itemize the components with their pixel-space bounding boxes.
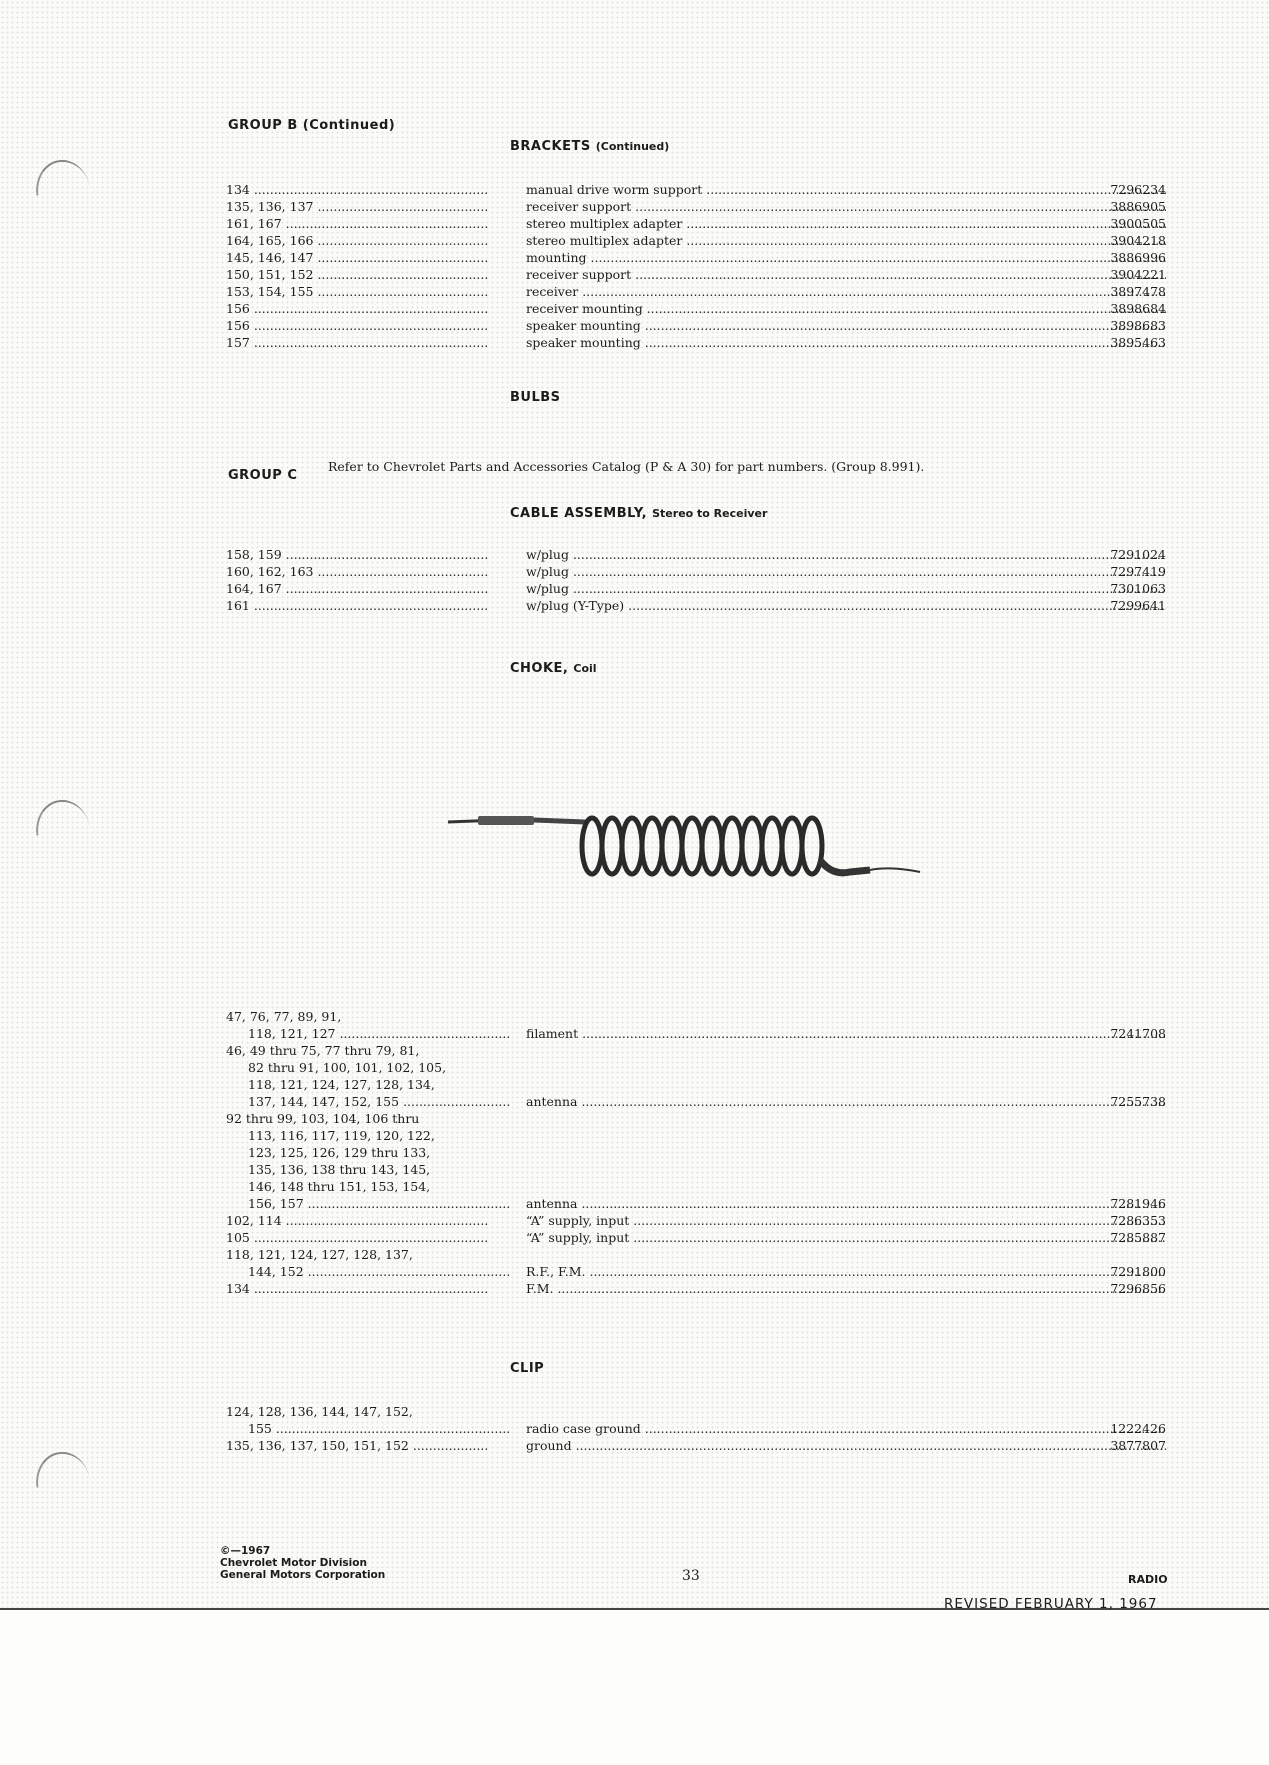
part-number: 7285887 [1110,1230,1166,1245]
part-row-ref-continuation [226,1042,1166,1059]
part-description-cell [526,563,1166,580]
part-ref-numbers: 118, 121, 124, 127, 128, 137, [226,1247,413,1262]
part-number: 3886996 [1110,250,1166,265]
part-row [226,580,1166,597]
footer-division: Chevrolet Motor Division [220,1557,367,1569]
part-number: 3886905 [1110,199,1166,214]
part-row-ref-continuation [226,1076,1166,1093]
part-row [226,597,1166,614]
brackets-title [510,139,669,154]
part-description: mounting ..... [526,249,1166,266]
part-description: ground ..... [526,1437,1166,1454]
part-row [226,1212,1166,1229]
part-description: receiver ..... [526,283,1166,300]
part-ref-numbers: 153, 154, 155 ..... [226,283,488,300]
part-row [226,317,1166,334]
part-ref-numbers: 145, 146, 147 ..... [226,249,488,266]
part-description-cell [526,1229,1166,1246]
group-b-label: GROUP B (Continued) [228,118,396,133]
part-row [226,198,1166,215]
choke-title [510,661,597,676]
part-description-cell [526,580,1166,597]
part-ref-numbers: 105 ..... [226,1229,488,1246]
part-ref-numbers: 155 ..... [226,1420,510,1437]
part-row [226,1420,1166,1437]
part-ref-numbers: 146, 148 thru 151, 153, 154, [248,1179,431,1194]
part-number: 7255738 [1110,1094,1166,1109]
part-description: w/plug ..... [526,546,1166,563]
cable-title-sub: Stereo to Receiver [652,507,768,520]
part-number: 7299641 [1110,598,1166,613]
part-description-cell [526,1212,1166,1229]
part-number: 7296234 [1110,182,1166,197]
brackets-list [226,181,1166,351]
scan-margin [0,1610,1269,1765]
part-ref-numbers: 134 ..... [226,1280,488,1297]
part-row [226,1229,1166,1246]
part-description-cell [526,1420,1166,1437]
part-ref-numbers: 158, 159 ..... [226,546,488,563]
part-ref-numbers: 144, 152 ..... [226,1263,510,1280]
part-ref-numbers: 82 thru 91, 100, 101, 102, 105, [248,1060,447,1075]
part-description: receiver mounting ..... [526,300,1166,317]
part-description: w/plug (Y-Type) ..... [526,597,1166,614]
part-ref-numbers: 123, 125, 126, 129 thru 133, [248,1145,431,1160]
part-row-ref-continuation [226,1008,1166,1025]
part-description: speaker mounting ..... [526,334,1166,351]
part-number: 7281946 [1110,1196,1166,1211]
part-ref-numbers: 46, 49 thru 75, 77 thru 79, 81, [226,1043,420,1058]
part-description-cell [526,1093,1166,1110]
part-description: w/plug ..... [526,580,1166,597]
part-description: F.M. ..... [526,1280,1166,1297]
part-number: 7291800 [1110,1264,1166,1279]
part-number: 7291024 [1110,547,1166,562]
part-description: antenna ..... [526,1195,1166,1212]
part-description-cell [526,334,1166,351]
brackets-title-sub: (Continued) [595,140,670,153]
part-row-ref-continuation [226,1161,1166,1178]
part-row-ref-continuation [226,1246,1166,1263]
part-row [226,1093,1166,1110]
footer-publisher [220,1545,385,1581]
part-ref-numbers: 135, 136, 137, 150, 151, 152 ..... [226,1437,488,1454]
part-number: 7286353 [1110,1213,1166,1228]
part-number: 1222426 [1110,1421,1166,1436]
part-ref-numbers: 164, 167 ..... [226,580,488,597]
part-description: filament ..... [526,1025,1166,1042]
part-row [226,334,1166,351]
part-number: 7297419 [1110,564,1166,579]
part-row [226,249,1166,266]
part-number: 3900505 [1110,216,1166,231]
footer-revised: REVISED FEBRUARY 1, 1967 [944,1596,1158,1612]
part-row [226,283,1166,300]
part-ref-numbers: 164, 165, 166 ..... [226,232,488,249]
part-number: 3877807 [1110,1438,1166,1453]
part-ref-numbers: 118, 121, 124, 127, 128, 134, [248,1077,435,1092]
part-description-cell [526,198,1166,215]
part-ref-numbers: 160, 162, 163 ..... [226,563,488,580]
part-ref-numbers: 47, 76, 77, 89, 91, [226,1009,342,1024]
choke-title-text: CHOKE, [510,661,569,676]
part-description-cell [526,300,1166,317]
part-ref-numbers: 135, 136, 138 thru 143, 145, [248,1162,431,1177]
part-description: stereo multiplex adapter ..... [526,232,1166,249]
footer-section: RADIO [1128,1573,1168,1586]
part-ref-numbers: 124, 128, 136, 144, 147, 152, [226,1404,413,1419]
part-row-ref-continuation [226,1403,1166,1420]
part-row [226,1195,1166,1212]
part-ref-numbers: 113, 116, 117, 119, 120, 122, [248,1128,435,1143]
group-c-label: GROUP C [228,468,298,483]
part-row [226,1025,1166,1042]
part-row-ref-continuation [226,1110,1166,1127]
part-row-ref-continuation [226,1178,1166,1195]
part-ref-numbers: 137, 144, 147, 152, 155 ..... [226,1093,510,1110]
part-description: radio case ground ..... [526,1420,1166,1437]
part-description-cell [526,1025,1166,1042]
page-number: 33 [682,1568,700,1584]
part-number: 3904218 [1110,233,1166,248]
part-row [226,300,1166,317]
clip-list [226,1403,1166,1454]
part-ref-numbers: 161 ..... [226,597,488,614]
part-number: 7301063 [1110,581,1166,596]
part-description: speaker mounting ..... [526,317,1166,334]
bulbs-note: Refer to Chevrolet Parts and Accessories Catalog (P & A 30) for part numbers. (Group 8.991). [328,459,925,474]
part-description-cell [526,546,1166,563]
part-row [226,232,1166,249]
part-number: 7241708 [1110,1026,1166,1041]
part-row [226,181,1166,198]
part-description-cell [526,249,1166,266]
part-description-cell [526,1437,1166,1454]
part-description: “A” supply, input ..... [526,1229,1166,1246]
part-number: 7296856 [1110,1281,1166,1296]
part-number: 3897478 [1110,284,1166,299]
part-ref-numbers: 156 ..... [226,300,488,317]
part-number: 3895463 [1110,335,1166,350]
cable-list [226,546,1166,614]
part-description: stereo multiplex adapter ..... [526,215,1166,232]
choke-title-sub: Coil [573,662,597,675]
footer-copyright: ©—1967 [220,1545,271,1557]
choke-list [226,1008,1166,1297]
part-row [226,563,1166,580]
part-description-cell [526,181,1166,198]
part-row [226,1437,1166,1454]
cable-assembly-title [510,506,767,521]
part-description-cell [526,215,1166,232]
brackets-title-text: BRACKETS [510,139,591,154]
part-row-ref-continuation [226,1127,1166,1144]
part-ref-numbers: 102, 114 ..... [226,1212,488,1229]
part-description-cell [526,266,1166,283]
part-ref-numbers: 92 thru 99, 103, 104, 106 thru [226,1111,420,1126]
part-ref-numbers: 161, 167 ..... [226,215,488,232]
part-row [226,546,1166,563]
part-description-cell [526,1195,1166,1212]
part-ref-numbers: 156 ..... [226,317,488,334]
part-description: R.F., F.M. ..... [526,1263,1166,1280]
choke-coil-illustration [440,800,930,890]
part-row [226,1263,1166,1280]
part-row-ref-continuation [226,1059,1166,1076]
part-description: w/plug ..... [526,563,1166,580]
part-ref-numbers: 118, 121, 127 ..... [226,1025,510,1042]
part-ref-numbers: 157 ..... [226,334,488,351]
part-ref-numbers: 135, 136, 137 ..... [226,198,488,215]
clip-title: CLIP [510,1361,545,1376]
part-description: “A” supply, input ..... [526,1212,1166,1229]
part-description: antenna ..... [526,1093,1166,1110]
part-row-ref-continuation [226,1144,1166,1161]
part-description-cell [526,597,1166,614]
part-description: receiver support ..... [526,266,1166,283]
part-row [226,215,1166,232]
cable-title-text: CABLE ASSEMBLY, [510,506,648,521]
part-description-cell [526,232,1166,249]
part-description-cell [526,317,1166,334]
part-row [226,266,1166,283]
part-row [226,1280,1166,1297]
part-description-cell [526,1263,1166,1280]
part-number: 3904221 [1110,267,1166,282]
footer-corp: General Motors Corporation [220,1569,386,1581]
bulbs-title: BULBS [510,390,561,405]
part-ref-numbers: 156, 157 ..... [226,1195,510,1212]
part-number: 3898684 [1110,301,1166,316]
part-number: 3898683 [1110,318,1166,333]
part-ref-numbers: 150, 151, 152 ..... [226,266,488,283]
part-ref-numbers: 134 ..... [226,181,488,198]
part-description: manual drive worm support ..... [526,181,1166,198]
part-description: receiver support ..... [526,198,1166,215]
part-description-cell [526,1280,1166,1297]
part-description-cell [526,283,1166,300]
